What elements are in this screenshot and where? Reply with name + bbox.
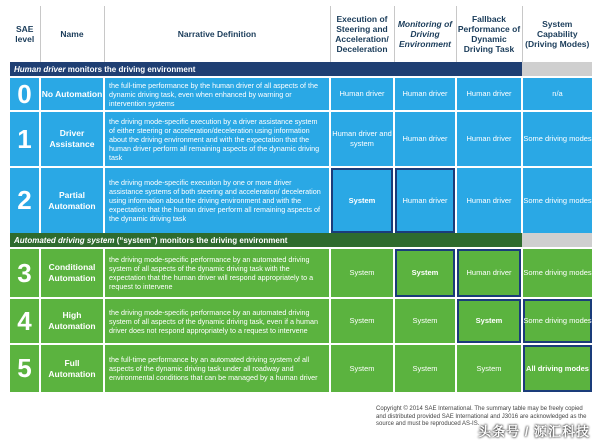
level-execution: System [330, 248, 394, 298]
header-monitoring: Monitoring of Driving Environment [394, 6, 456, 62]
level-number: 3 [10, 248, 40, 298]
header-capability: System Capability (Driving Modes) [522, 6, 592, 62]
sae-levels-table [10, 6, 592, 392]
level-monitoring: System [394, 344, 456, 392]
level-fallback: Human driver [456, 111, 522, 167]
section-system-label: Automated driving system (“system”) monitors the driving environment [10, 233, 522, 248]
header-sae-level: SAE level [15, 24, 35, 44]
level-name: Partial Automation [40, 167, 104, 233]
header-narrative: Narrative Definition [104, 6, 330, 62]
level-fallback: Human driver [456, 248, 522, 298]
level-monitoring: System [394, 248, 456, 298]
header-fallback: Fallback Performance of Dynamic Driving Task [456, 6, 522, 62]
level-row-0 [10, 77, 592, 111]
level-execution: Human driver and system [330, 111, 394, 167]
level-execution: System [330, 298, 394, 344]
section-human-monitor [10, 62, 592, 77]
level-row-5 [10, 344, 592, 392]
level-monitoring: Human driver [394, 167, 456, 233]
level-capability: Some driving modes [522, 248, 592, 298]
level-definition: the driving mode-specific execution by a driver assistance system of either steering or acceleration/deceleration using information about the driving environment and with the expectation that the human driver perform all remaining aspects of the dynamic driving task [104, 111, 330, 167]
level-capability: n/a [522, 77, 592, 111]
section-human-label: Human driver monitors the driving environment [10, 62, 522, 77]
level-number: 5 [10, 344, 40, 392]
copyright-notice: Copyright © 2014 SAE International. The summary table may be freely copied and distributed provided SAE International and J3016 are acknowledged as the source and must be reproduced AS-IS. [376, 406, 587, 427]
header-row [10, 6, 592, 62]
level-row-4 [10, 298, 592, 344]
level-capability: All driving modes [522, 344, 592, 392]
level-row-2 [10, 167, 592, 233]
level-execution: System [330, 344, 394, 392]
level-name: Driver Assistance [40, 111, 104, 167]
level-monitoring: Human driver [394, 111, 456, 167]
section-system-grey [522, 233, 592, 248]
section-system-monitor [10, 233, 592, 248]
header-execution: Execution of Steering and Acceleration/ Deceleration [330, 6, 394, 62]
level-number: 4 [10, 298, 40, 344]
level-number: 0 [10, 77, 40, 111]
header-name: Name [40, 6, 104, 62]
level-fallback: System [456, 298, 522, 344]
level-fallback: Human driver [456, 77, 522, 111]
level-fallback: System [456, 344, 522, 392]
level-definition: the driving mode-specific execution by one or more driver assistance systems of both steering and acceleration/ deceleration using information about the driving environment and with the expectation that the human driver perform all remaining aspects of the dynamic driving task [104, 167, 330, 233]
level-definition: the full-time performance by an automated driving system of all aspects of the dynamic driving task under all roadway and environmental conditions that can be managed by a human driver [104, 344, 330, 392]
level-capability: Some driving modes [522, 167, 592, 233]
level-fallback: Human driver [456, 167, 522, 233]
level-name: Full Automation [40, 344, 104, 392]
section-human-grey [522, 62, 592, 77]
level-name: High Automation [40, 298, 104, 344]
level-execution: System [330, 167, 394, 233]
level-monitoring: Human driver [394, 77, 456, 111]
level-name: No Automation [40, 77, 104, 111]
level-execution: Human driver [330, 77, 394, 111]
level-number: 1 [10, 111, 40, 167]
level-definition: the driving mode-specific performance by an automated driving system of all aspects of the dynamic driving task, even if a human driver does not respond appropriately to a request to intervene [104, 298, 330, 344]
level-row-3 [10, 248, 592, 298]
level-name: Conditional Automation [40, 248, 104, 298]
level-definition: the driving mode-specific performance by an automated driving system of all aspects of the dynamic driving task with the expectation that the human driver will respond appropriately to a request to intervene [104, 248, 330, 298]
sae-levels-table-wrapper [10, 6, 592, 392]
watermark: 头条号 / 源汇科技 [478, 424, 590, 439]
level-capability: Some driving modes [522, 298, 592, 344]
level-number: 2 [10, 167, 40, 233]
level-definition: the full-time performance by the human driver of all aspects of the dynamic driving task, even when enhanced by warning or intervention systems [104, 77, 330, 111]
level-row-1 [10, 111, 592, 167]
level-monitoring: System [394, 298, 456, 344]
level-capability: Some driving modes [522, 111, 592, 167]
